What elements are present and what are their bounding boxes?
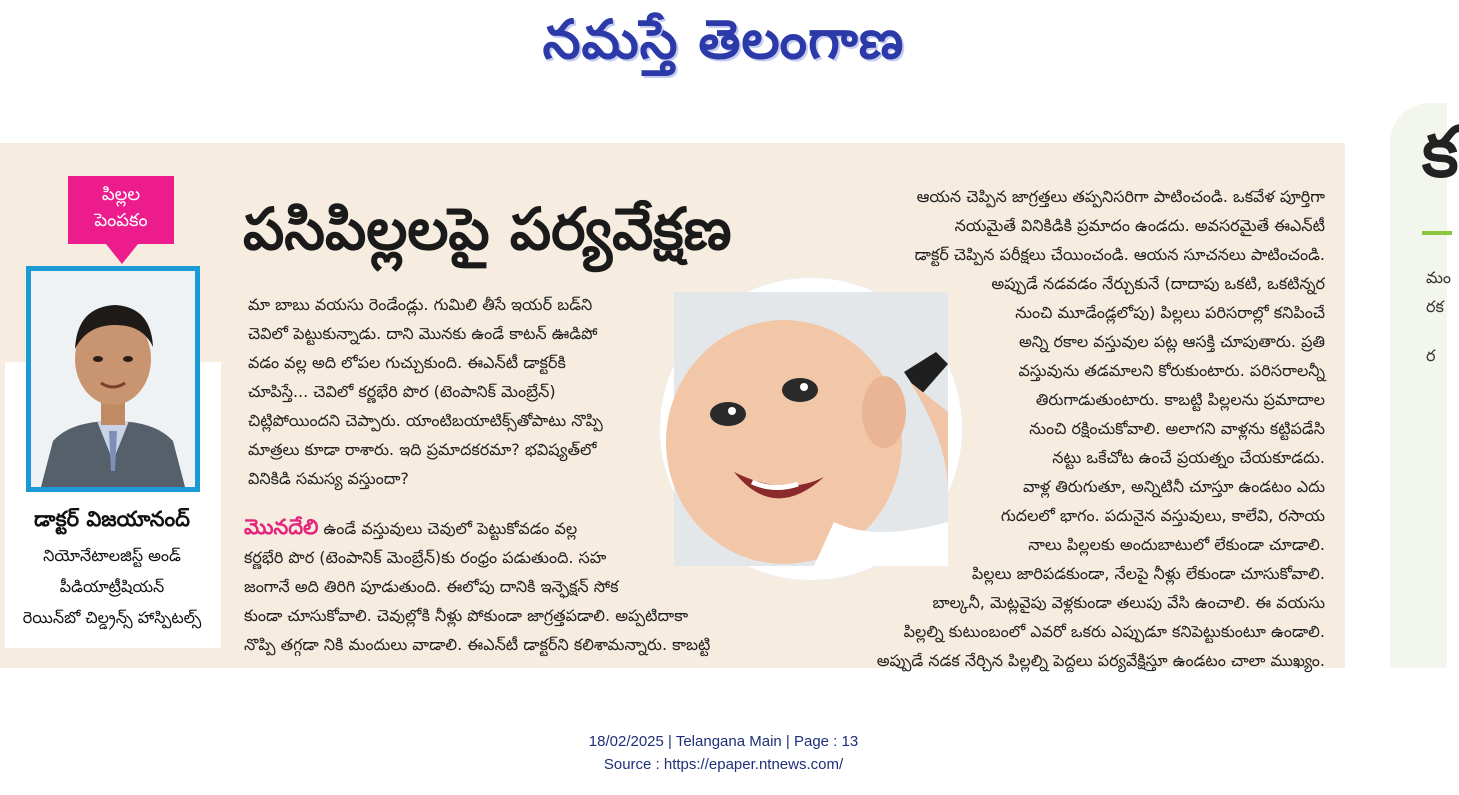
question-line: మా బాబు వయసు రెండేండ్లు. గుమిలి తీసే ఇయర్ బడ్‌ని [248, 295, 593, 314]
column-line: ఆయన చెప్పిన జాగ్రత్తలు తప్పనిసరిగా పాటించండి. ఒకవేళ పూర్తిగా [916, 187, 1325, 206]
adjacent-text-fragment: మం [1426, 268, 1452, 287]
column-line: డాక్టర్ చెప్పిన పరీక్షలు చేయించండి. ఆయన సూచనలు పాటించండి. [914, 245, 1325, 264]
author-title: పీడియాట్రీషియన్ [59, 577, 165, 596]
column-line: అప్పుడే నడక నేర్చిన పిల్లల్ని పెద్దలు పర్యవేక్షిస్తూ ఉండటం చాలా ముఖ్యం. [876, 651, 1325, 670]
question-line: చెవిలో పెట్టుకున్నాడు. దాని మొనకు ఉండే కాటన్ ఊడిపో [248, 324, 598, 343]
column-line: తిరుగాడుతుంటారు. కాబట్టి పిల్లలను ప్రమాదాల [1035, 390, 1325, 409]
column-line: గుదలలో భాగం. పదునైన వస్తువులు, కాలేవి, రసాయ [1000, 506, 1325, 525]
answer-line: కుండా చూసుకోవాలి. చెవుల్లోకి నీళ్లు పోకుండా జాగ్రత్తపడాలి. అప్పటిదాకా [244, 606, 689, 625]
section-tag-pointer [106, 244, 138, 264]
section-tag [68, 176, 174, 244]
adjacent-article-fragment [1390, 103, 1459, 668]
column-line: నయమైతే వినికిడికి ప్రమాదం ఉండదు. అవసరమైతే ఈఎన్‌టీ [954, 216, 1325, 235]
answer-line-text: ఉండే వస్తువులు చెవులో పెట్టుకోవడం వల్ల [318, 519, 578, 538]
column-line: వాళ్ల తిరుగుతూ, అన్నిటినీ చూస్తూ ఉండటం ఎదు [1022, 477, 1325, 496]
question-line: మాత్రలు కూడా రాశారు. ఇది ప్రమాదకరమా? భవిష్యత్‌లో [248, 440, 597, 459]
question-line: చూపిస్తే... చెవిలో కర్ణభేరి పొర (టెంపానిక్ మెంబ్రేన్) [248, 382, 556, 401]
question-line: వడం వల్ల అది లోపల గుచ్చుకుంది. ఈఎన్‌టీ డాక్టర్‌కి [248, 353, 566, 372]
article-headline: పసిపిల్లలపై పర్యవేక్షణ [243, 195, 732, 263]
author-name: డాక్టర్ విజయానంద్ [34, 507, 190, 531]
answer-line: కర్ణభేరి పొర (టెంపానిక్ మెంబ్రేన్)కు రంధ్రం పడుతుంది. సహ [244, 548, 607, 567]
author-photo [26, 266, 200, 492]
column-line: పిల్లలు జారిపడకుండా, నేలపై నీళ్లు లేకుండా చూసుకోవాలి. [971, 564, 1325, 583]
answer-line: నొప్పి తగ్గడా నికి మందులు వాడాలి. ఈఎన్‌టీ డాక్టర్‌ని కలిశామన్నారు. కాబట్టి [244, 635, 711, 654]
question-line: చిట్లిపోయిందని చెప్పారు. యాంటిబయాటిక్స్‌తోపాటు నొప్పి [248, 411, 603, 430]
column-line: బాల్కనీ, మెట్లవైపు వెళ్లకుండా తలుపు వేసి ఉంచాలి. ఈ వయసు [932, 593, 1325, 612]
footer-source-link[interactable]: Source : https://epaper.ntnews.com/ [603, 756, 844, 773]
question-line: వినికిడి సమస్య వస్తుందా? [248, 469, 409, 488]
answer-line: జంగానే అది తిరిగి పూడుతుంది. ఈలోపు దానికి ఇన్ఫెక్షన్ సోక [244, 577, 619, 596]
column-line: వస్తువును తడమాలని కోరుకుంటారు. పరిసరాలన్నీ [1018, 361, 1325, 380]
adjacent-headline-fragment: క [1422, 111, 1459, 193]
column-line: నట్టు ఒకేచోట ఉంచే ప్రయత్నం చేయకూడదు. [1052, 448, 1325, 467]
footer-date-edition: 18/02/2025 | Telangana Main | Page : 13 [588, 733, 859, 750]
reader-question [248, 290, 670, 493]
accent-bar [1422, 231, 1452, 235]
column-line: పిల్లల్ని కుటుంబంలో ఎవరో ఒకరు ఎప్పుడూ కనిపెట్టుకుంటూ ఉండాలి. [903, 622, 1325, 641]
column-line: నుంచి రక్షించుకోవాలి. అలాగని వాళ్లను కట్టిపడేసి [1029, 419, 1325, 438]
column-line: నాలు పిల్లలకు అందుబాటులో లేకుండా చూడాలి. [1028, 535, 1325, 554]
column-line: అన్ని రకాల వస్తువుల పట్ల ఆసక్తి చూపుతారు. ప్రతి [1018, 332, 1325, 351]
section-tag-line: పెంపకం [94, 210, 148, 231]
article-continued-column [845, 182, 1325, 675]
column-line: అప్పుడే నడవడం నేర్చుకునే (దాదాపు ఒకటి, ఒకటిన్నర [991, 274, 1325, 293]
section-tag-line: పిల్లల [101, 184, 141, 205]
column-line: నుంచి మూడేండ్లలోపు) పిల్లలు పరిసరాల్లో కనిపించే [1015, 303, 1325, 322]
author-hospital: రెయిన్‌బో చిల్డ్రన్స్ హాస్పిటల్స్ [22, 608, 202, 627]
author-title: నియోనేటాలజిస్ట్ అండ్ [43, 546, 181, 565]
author-portrait-illustration [31, 271, 195, 487]
adjacent-text-fragment: ర [1426, 346, 1436, 365]
adjacent-text-fragment: రక [1426, 297, 1444, 316]
masthead-logo: నమస్తే తెలంగాణ [542, 8, 905, 71]
answer-lead-word: మొనదేలి [244, 515, 319, 539]
